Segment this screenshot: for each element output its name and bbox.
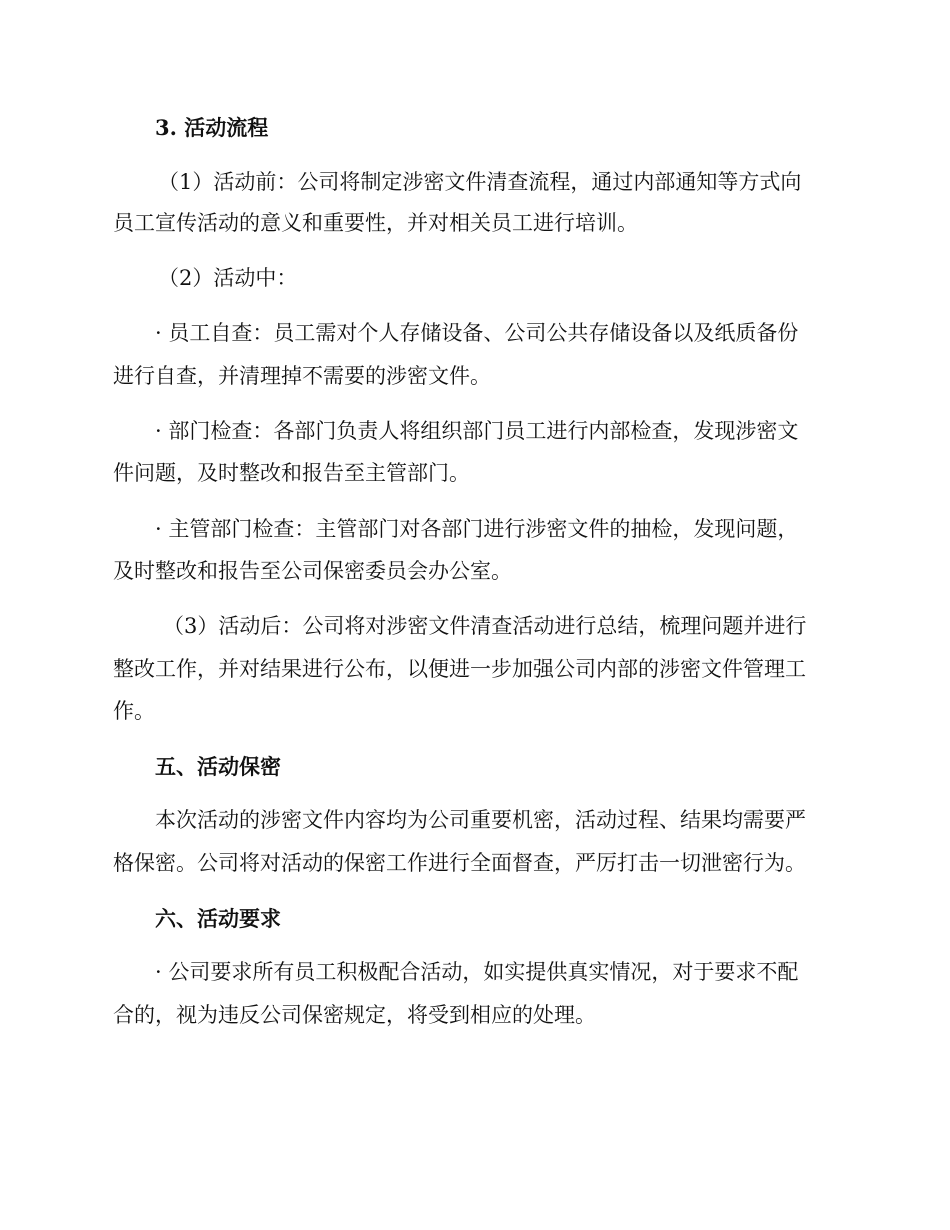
list-item: · 主管部门检查：主管部门对各部门进行涉密文件的抽检，发现问题， [155, 517, 799, 541]
requirements-item-continued [113, 1005, 833, 1026]
confidential-heading [155, 756, 875, 777]
requirements-heading [155, 908, 875, 929]
heading-text: 五、活动保密 [155, 754, 281, 779]
after-paragraph-line3 [113, 701, 833, 722]
paragraph-line: 整改工作，并对结果进行公布，以便进一步加强公司内部的涉密文件管理工 [113, 657, 806, 681]
dept-check-item-continued [113, 463, 833, 484]
paragraph-line: （2）活动中： [158, 266, 298, 290]
paragraph-line: 员工宣传活动的意义和重要性，并对相关员工进行培训。 [113, 211, 638, 235]
paragraph-line: 进行自查，并清理掉不需要的涉密文件。 [113, 364, 491, 388]
paragraph-line: 合的，视为违反公司保密规定，将受到相应的处理。 [113, 1003, 596, 1027]
confidential-paragraph-continued [113, 853, 833, 874]
confidential-paragraph [113, 810, 833, 831]
paragraph-line: （1）活动前：公司将制定涉密文件清查流程，通过内部通知等方式向 [158, 170, 802, 194]
during-label [113, 268, 833, 289]
paragraph-line: 本次活动的涉密文件内容均为公司重要机密，活动过程、结果均需要严 [155, 808, 806, 832]
list-item: · 部门检查：各部门负责人将组织部门员工进行内部检查，发现涉密文 [155, 419, 799, 443]
paragraph-line: 件问题，及时整改和报告至主管部门。 [113, 461, 470, 485]
self-check-item-continued [113, 366, 833, 387]
process-heading [155, 117, 875, 138]
after-paragraph-line2 [113, 659, 833, 680]
paragraph-line: 及时整改和报告至公司保密委员会办公室。 [113, 559, 512, 583]
supervisor-check-item [113, 519, 833, 540]
list-item: · 公司要求所有员工积极配合活动，如实提供真实情况，对于要求不配 [155, 960, 799, 984]
requirements-item [113, 962, 833, 983]
dept-check-item [113, 421, 833, 442]
heading-text: 六、活动要求 [155, 906, 281, 931]
after-paragraph [113, 616, 833, 637]
paragraph-line: （3）活动后：公司将对涉密文件清查活动进行总结，梳理问题并进行 [163, 614, 807, 638]
before-paragraph-continued [113, 213, 833, 234]
heading-text: 3. 活动流程 [155, 115, 269, 140]
self-check-item [113, 323, 833, 344]
supervisor-check-item-continued [113, 561, 833, 582]
list-item: · 员工自查：员工需对个人存储设备、公司公共存储设备以及纸质备份 [155, 321, 799, 345]
before-paragraph [113, 172, 833, 193]
paragraph-line: 格保密。公司将对活动的保密工作进行全面督查，严厉打击一切泄密行为。 [113, 851, 806, 875]
paragraph-line: 作。 [113, 699, 155, 723]
